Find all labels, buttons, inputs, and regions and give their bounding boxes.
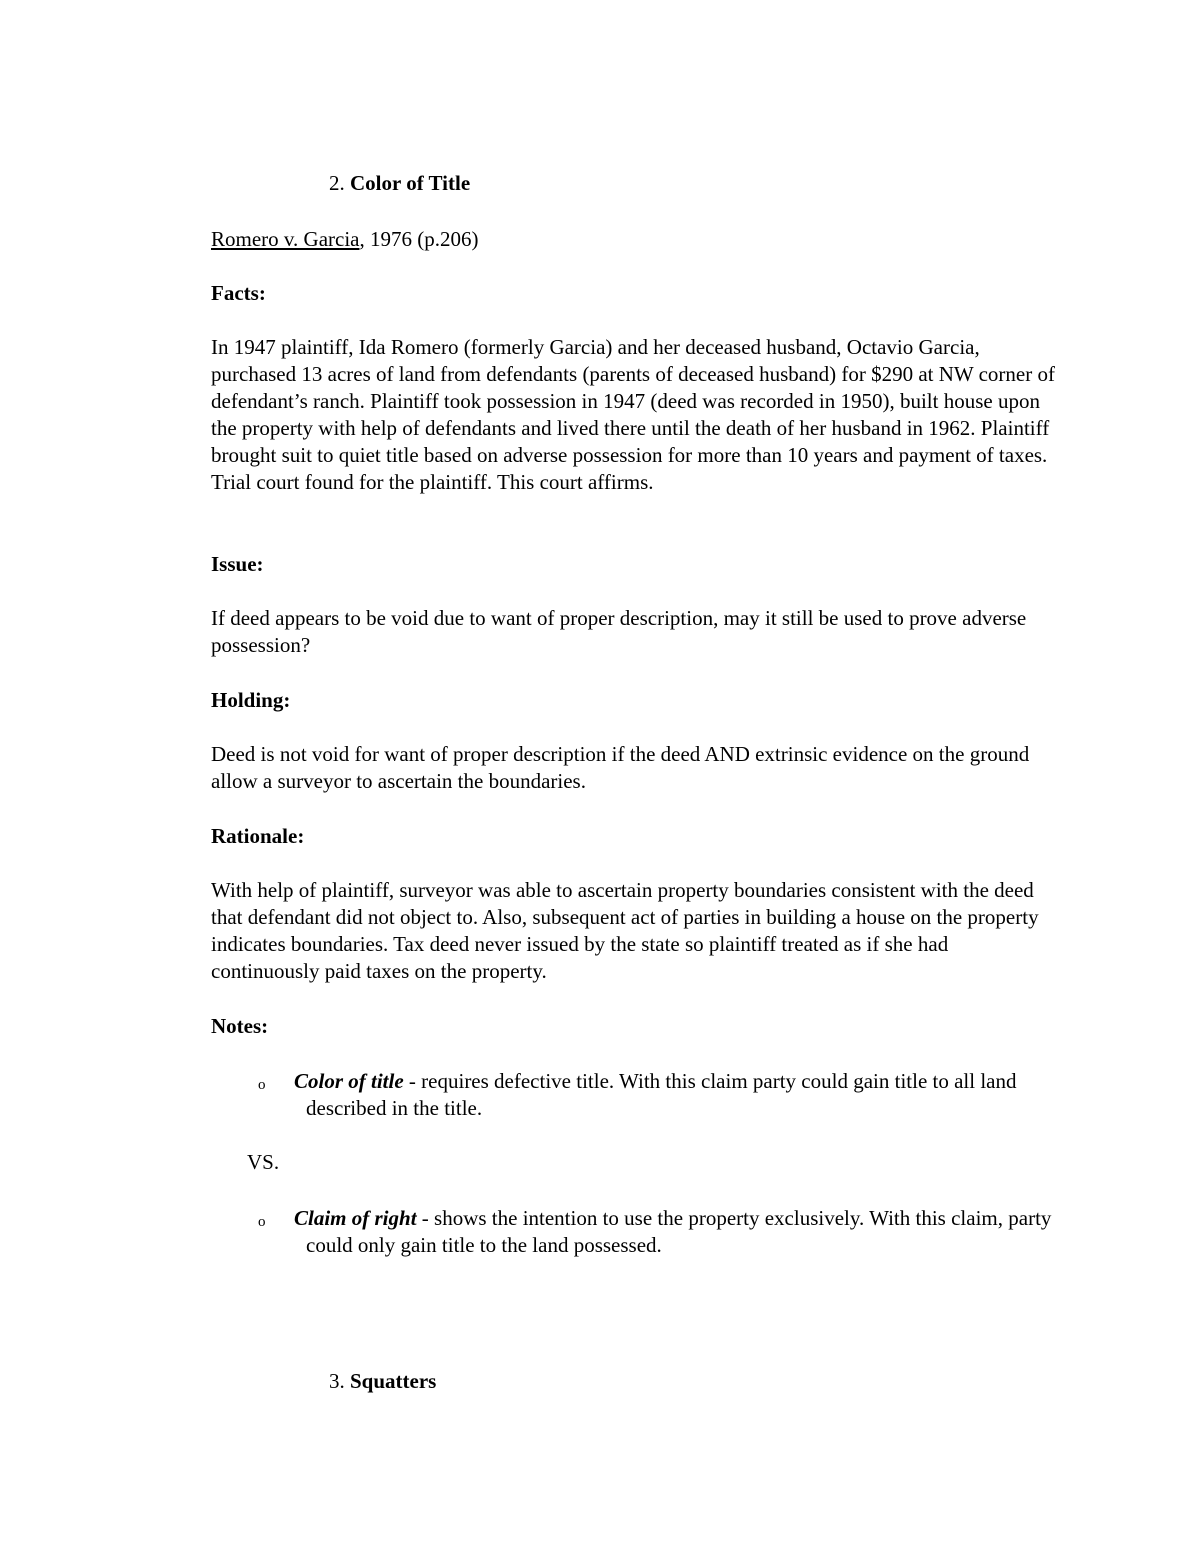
section-heading-color-of-title — [329, 170, 470, 197]
issue-text: If deed appears to be void due to want of proper description, may it still be used to prove adverse possession? — [211, 606, 1027, 657]
issue-label: Issue: — [211, 552, 264, 576]
section-number: 2. — [329, 171, 345, 195]
case-year-page: , 1976 (p.206) — [359, 227, 479, 251]
section-number: 3. — [329, 1369, 345, 1393]
rationale-label: Rationale: — [211, 824, 305, 848]
section-title: Color of Title — [350, 171, 471, 195]
notes-list-item — [258, 1205, 1058, 1259]
note-description: - requires defective title. With this claim party could gain title to all land described in the title. — [306, 1069, 1017, 1120]
note-term: Color of title — [294, 1069, 404, 1093]
facts-label: Facts: — [211, 281, 266, 305]
case-citation — [211, 226, 1071, 253]
note-item-text — [294, 1068, 1058, 1122]
facts-text: In 1947 plaintiff, Ida Romero (formerly Garcia) and her deceased husband, Octavio Garcia, purchased 13 acres of land from defendants (parents of deceased husband) for $290 at NW corner of defendant’s ranch. Plaintiff took possession in 1947 (deed was recorded in 1950), built house upon the property with help of defendants and lived there until the death of her husband in 1962. Plaintiff brought suit to quiet title based on adverse possession for more than 10 years and payment of taxes. Trial court found for the plaintiff. This court affirms. — [211, 335, 1055, 494]
holding-label: Holding: — [211, 688, 291, 712]
note-item-text — [294, 1205, 1058, 1259]
note-term: Claim of right — [294, 1206, 417, 1230]
rationale-text: With help of plaintiff, surveyor was able to ascertain property boundaries consistent with the deed that defendant did not object to. Also, subsequent act of parties in building a house on the property indicates boundaries. Tax deed never issued by the state so plaintiff treated as if she had continuously paid taxes on the property. — [211, 878, 1039, 983]
notes-label: Notes: — [211, 1014, 269, 1038]
note-description: - shows the intention to use the property exclusively. With this claim, party could only gain title to the land possessed. — [306, 1206, 1052, 1257]
notes-list-item — [258, 1068, 1058, 1122]
section-heading-squatters — [329, 1368, 436, 1395]
bullet-icon: o — [258, 1077, 266, 1093]
case-name: Romero v. Garcia — [211, 227, 360, 251]
bullet-icon: o — [258, 1214, 266, 1230]
section-title: Squatters — [350, 1369, 437, 1393]
holding-text: Deed is not void for want of proper description if the deed AND extrinsic evidence on the ground allow a surveyor to ascertain the boundaries. — [211, 742, 1030, 793]
vs-separator: VS. — [247, 1150, 280, 1174]
